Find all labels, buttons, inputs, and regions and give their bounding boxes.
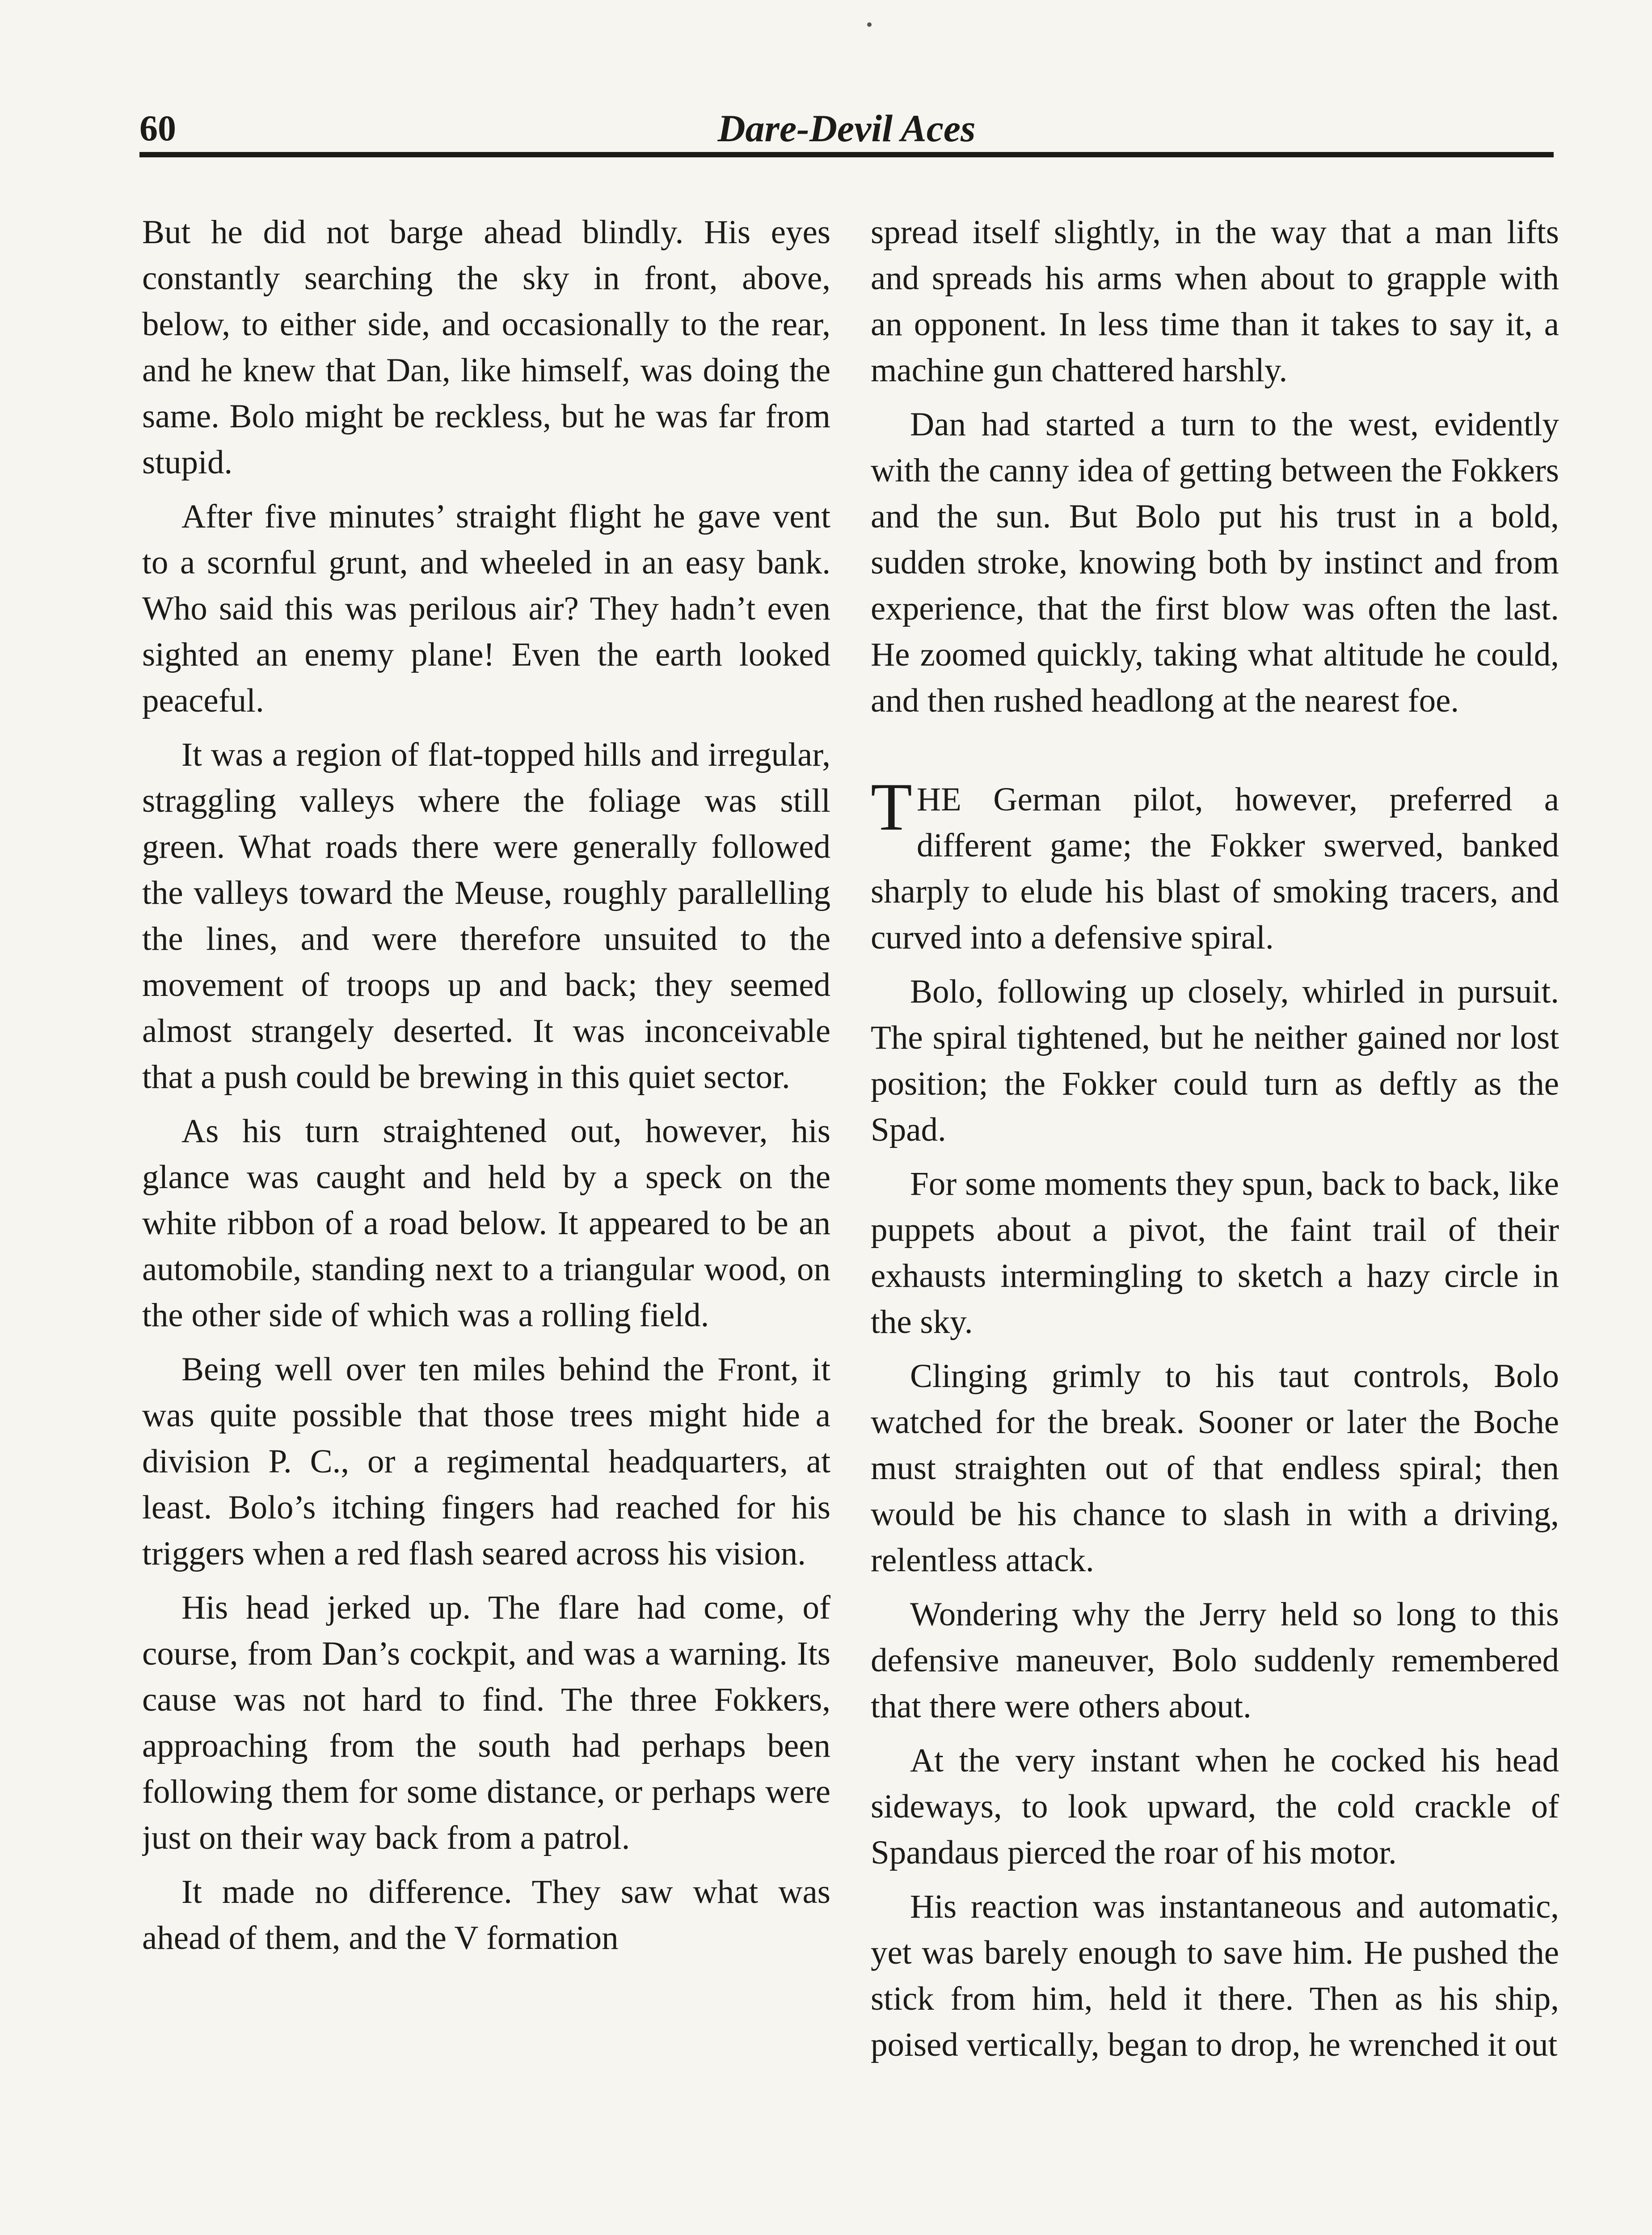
section-text: German pilot, however, preferred a different game; the Fokker swerved, banked sharply to elude his blast of smoking tracers, and curved into a defensive spiral. — [871, 781, 1559, 956]
paragraph: For some moments they spun, back to back, like puppets about a pivot, the faint trail of their exhausts intermingling to sketch a hazy circle in the sky. — [871, 1165, 1559, 1341]
paragraph: Being well over ten miles behind the Front, it was quite possible that those trees might hide a division P. C., or a regimental headquarters, at least. Bolo’s itching fingers had reached for his triggers when a red flash seared across his vision. — [142, 1351, 830, 1572]
page-header — [139, 104, 1554, 157]
page-number: 60 — [139, 108, 176, 148]
paragraph: Clinging grimly to his taut controls, Bolo watched for the break. Sooner or later the Boche must straighten out of that endless spiral; then would be his chance to slash in with a driving, relentless attack. — [871, 1358, 1559, 1579]
running-title: Dare-Devil Aces — [717, 107, 976, 150]
paragraph: Bolo, following up closely, whirled in pursuit. The spiral tightened, but he neither gained nor lost position; the Fokker could turn as deftly as the Spad. — [871, 973, 1559, 1148]
drop-cap: T — [871, 769, 912, 844]
paragraph: It was a region of flat-topped hills and irregular, straggling valleys where the foliage was still green. What roads there were generally followed the valleys toward the Meuse, roughly parallelling the lines, and were therefore unsuited to the movement of troops up and back; they seemed almost strangely deserted. It was inconceivable that a push could be brewing in this quiet sector. — [142, 736, 830, 1096]
left-column — [142, 209, 830, 2235]
paragraph: His head jerked up. The flare had come, of course, from Dan’s cockpit, and was a warning. Its cause was not hard to find. The three Fokkers, approaching from the south had perhaps been following them for some distance, or perhaps were just on their way back from a patrol. — [142, 1589, 830, 1856]
paragraph: Dan had started a turn to the west, evidently with the canny idea of getting between the Fokkers and the sun. But Bolo put his trust in a bold, sudden stroke, knowing both by instinct and from experience, that the first blow was often the last. He zoomed quickly, taking what altitude he could, and then rushed headlong at the nearest foe. — [871, 406, 1559, 719]
paragraph: But he did not barge ahead blindly. His eyes constantly searching the sky in front, above, below, to either side, and occasionally to the rear, and he knew that Dan, like himself, was doing the same. Bolo might be reckless, but he was far from stupid. — [142, 214, 830, 481]
right-column — [871, 209, 1559, 2235]
section-opening-paragraph — [871, 769, 1559, 961]
paragraph: Wondering why the Jerry held so long to this defensive maneuver, Bolo suddenly remembered that there were others about. — [871, 1596, 1559, 1725]
paragraph: At the very instant when he cocked his head sideways, to look upward, the cold crackle of Spandaus pierced the roar of his motor. — [871, 1742, 1559, 1871]
print-speck — [867, 22, 872, 27]
paragraph: It made no difference. They saw what was ahead of them, and the V formation — [142, 1873, 830, 1957]
section-lead-word: HE — [916, 781, 961, 818]
paragraph: His reaction was instantaneous and automatic, yet was barely enough to save him. He pushed the stick from him, held it there. Then as his ship, poised vertically, began to drop, he wrenched it out — [871, 1888, 1559, 2063]
paragraph: After five minutes’ straight flight he gave vent to a scornful grunt, and wheeled in an easy bank. Who said this was perilous air? They hadn’t even sighted an enemy plane! Even the earth looked peaceful. — [142, 498, 830, 719]
paragraph: spread itself slightly, in the way that a man lifts and spreads his arms when about to grapple with an opponent. In less time than it takes to say it, a machine gun chattered harshly. — [871, 214, 1559, 389]
paragraph: As his turn straightened out, however, his glance was caught and held by a speck on the white ribbon of a road below. It appeared to be an automobile, standing next to a triangular wood, on the other side of which was a rolling field. — [142, 1113, 830, 1334]
header-rule — [139, 152, 1554, 157]
